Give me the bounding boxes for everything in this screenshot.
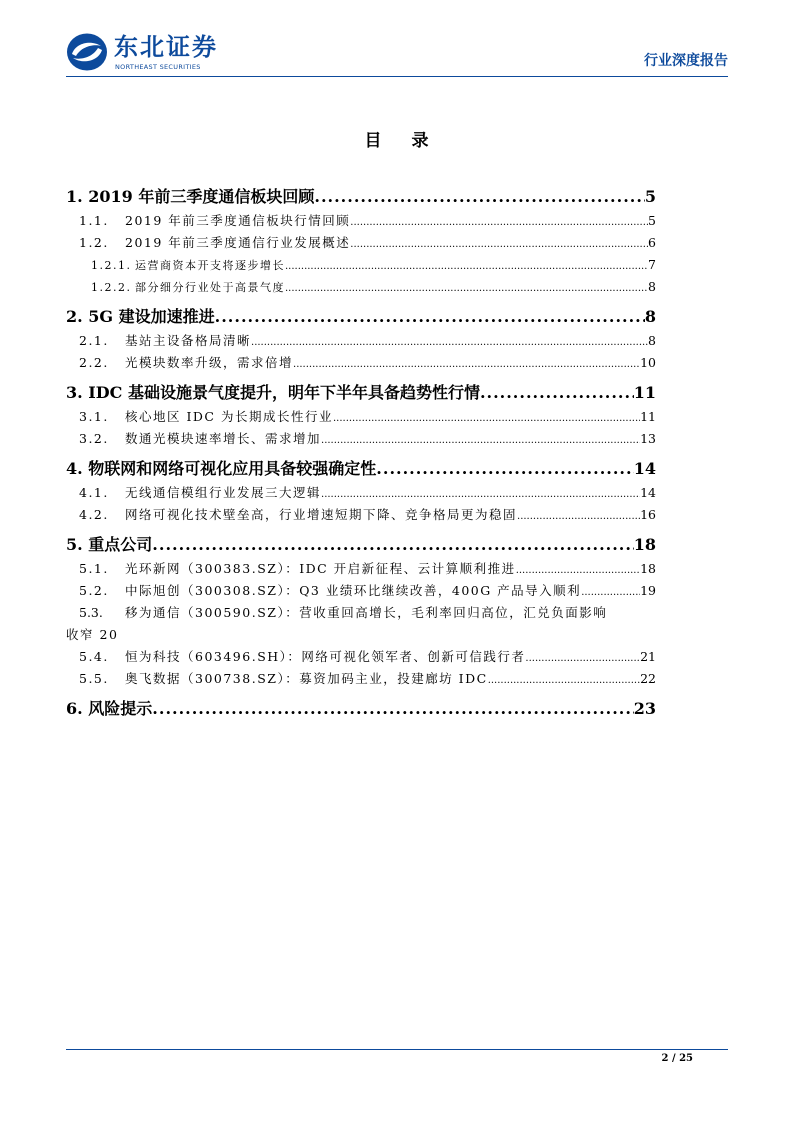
header-divider	[66, 76, 728, 77]
toc-item-4-2[interactable]: 4.2. 网络可视化技术壁垒高，行业增速短期下降、竞争格局更为稳固 ..... 16	[66, 504, 656, 526]
report-type: 行业深度报告	[644, 53, 728, 69]
toc-section-6[interactable]: 6. 风险提示 ..... 23	[66, 696, 656, 722]
table-of-contents	[66, 184, 656, 722]
page-indicator: 2 / 25	[661, 1053, 693, 1064]
toc-item-3-2[interactable]: 3.2. 数通光模块速率增长、需求增加 ..... 13	[66, 428, 656, 450]
footer-divider	[66, 1049, 728, 1050]
toc-item-5-4[interactable]: 5.4. 恒为科技（603496.SH）：网络可视化领军者、创新可信践行者 ..... 21	[66, 646, 656, 668]
logo-name-en: NORTHEAST SECURITIES	[115, 63, 201, 71]
toc-item-5-3[interactable]: 5.3. 移为通信（300590.SZ）：营收重回高增长，毛利率回归高位，汇兑负面影响 收窄 20	[66, 605, 608, 642]
toc-item-3-1[interactable]: 3.1. 核心地区 IDC 为长期成长性行业 ..... 11	[66, 406, 656, 428]
toc-item-5-3-title-line1: 移为通信（300590.SZ）：营收重回高增长，毛利率回归高位，汇兑负面影响	[125, 605, 608, 620]
toc-item-5-1[interactable]: 5.1. 光环新网（300383.SZ）：IDC 开启新征程、云计算顺利推进 ..... 18	[66, 558, 656, 580]
northeast-securities-logo-icon	[66, 32, 108, 72]
toc-item-1-2-2[interactable]: 1.2.2. 部分细分行业处于高景气度 ..... 8	[66, 276, 656, 298]
toc-item-2-1[interactable]: 2.1. 基站主设备格局清晰 ..... 8	[66, 330, 656, 352]
toc-item-2-2[interactable]: 2.2. 光模块数率升级，需求倍增 ..... 10	[66, 352, 656, 374]
page-header	[66, 30, 728, 75]
toc-section-4[interactable]: 4. 物联网和网络可视化应用具备较强确定性 ..... 14	[66, 456, 656, 482]
toc-item-1-2[interactable]: 1.2. 2019 年前三季度通信行业发展概述 ..... 6	[66, 232, 656, 254]
toc-title: 目 录	[364, 131, 441, 151]
logo-name-cn: 东北证券	[114, 33, 218, 61]
toc-item-4-1[interactable]: 4.1. 无线通信模组行业发展三大逻辑 ..... 14	[66, 482, 656, 504]
toc-item-5-3-title-line2: 收窄	[66, 627, 95, 642]
toc-item-1-1[interactable]: 1.1. 2019 年前三季度通信板块行情回顾 ..... 5	[66, 210, 656, 232]
toc-section-1[interactable]: 1. 2019 年前三季度通信板块回顾 ..... 5	[66, 184, 656, 210]
toc-section-5[interactable]: 5. 重点公司 ..... 18	[66, 532, 656, 558]
toc-section-3[interactable]: 3. IDC 基础设施景气度提升，明年下半年具备趋势性行情 ..... 11	[66, 380, 656, 406]
toc-item-5-3-page: 20	[99, 627, 119, 642]
toc-item-1-2-1[interactable]: 1.2.1. 运营商资本开支将逐步增长 ..... 7	[66, 254, 656, 276]
toc-section-2[interactable]: 2. 5G 建设加速推进 ..... 8	[66, 304, 656, 330]
toc-item-5-2[interactable]: 5.2. 中际旭创（300308.SZ）：Q3 业绩环比继续改善，400G 产品导入顺利 ..... 19	[66, 580, 656, 602]
toc-item-5-5[interactable]: 5.5. 奥飞数据（300738.SZ）：募资加码主业，投建廊坊 IDC ..... 22	[66, 668, 656, 690]
